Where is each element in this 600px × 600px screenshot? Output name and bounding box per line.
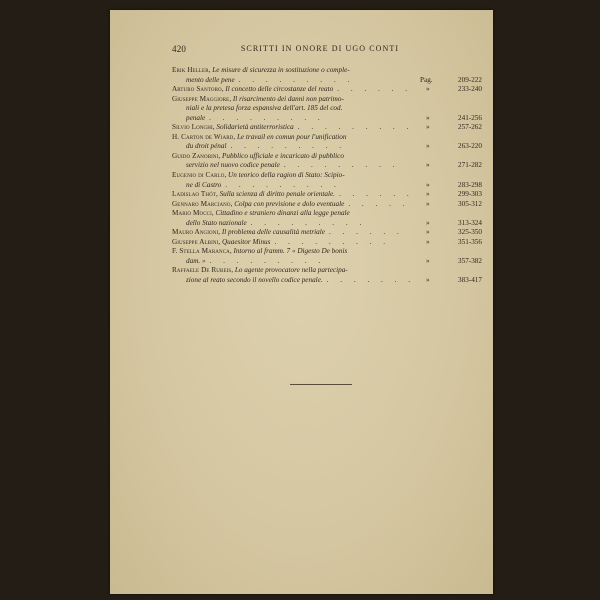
toc-entry — [172, 85, 482, 95]
author-name: F. Stella Maranca — [172, 247, 230, 256]
pag-label: Pag. — [420, 75, 433, 84]
page-numbers: 263-220 — [458, 142, 482, 151]
toc-line — [172, 114, 482, 124]
page-numbers: 305-312 — [458, 199, 482, 208]
page-numbers: 233-240 — [458, 85, 482, 94]
toc-line: H. Carton de Wiard, Le travail en comun pour l'unification — [172, 132, 347, 141]
page-range — [420, 228, 482, 238]
toc-entry — [172, 200, 482, 210]
work-title: Il risarcimento dei danni non patrimo- — [232, 94, 344, 103]
author-name: Giuseppe Albini — [172, 237, 219, 246]
work-title: Il problema delle causalità metriale — [221, 228, 325, 237]
page-range — [420, 238, 482, 248]
page-range — [420, 190, 482, 200]
work-title: ne di Castro — [186, 180, 222, 189]
leader-dots: . . . . . . — [328, 228, 404, 237]
toc-entry — [172, 266, 482, 285]
toc-line: Raffaele De Rubeis, Lo agente provocatore nella partecipa- — [172, 266, 348, 275]
ditto-mark: » — [426, 199, 430, 208]
toc-line — [172, 276, 482, 286]
author-name: Ladislao Thót — [172, 190, 216, 199]
toc-line: Arturo Santoro, Il concetto delle circostanze del reato . . . . . . » 233-240 — [172, 85, 482, 94]
leader-dots: . . . . . . . . . — [274, 237, 390, 246]
ditto-mark: » — [426, 180, 430, 189]
ditto-mark: » — [426, 113, 430, 122]
work-title: Le travail en comun pour l'unification — [236, 132, 347, 141]
page-range — [420, 142, 482, 152]
page-numbers: 313-324 — [458, 218, 482, 227]
author-name: Arturo Santoro — [172, 85, 222, 94]
toc-line — [172, 219, 482, 229]
leader-dots: . . . . . . . . . — [238, 75, 355, 84]
work-title: Intorno al framm. 7 « Digesto De bonis — [233, 247, 348, 256]
closing-rule — [290, 384, 352, 385]
author-name: Mauro Angioni — [172, 228, 219, 237]
page-numbers: 257-262 — [458, 123, 482, 132]
ditto-mark: » — [426, 190, 430, 199]
page-numbers: 357-382 — [458, 256, 482, 265]
leader-dots: . . . . . . . . . — [250, 218, 367, 227]
author-name: Erik Heller — [172, 66, 209, 74]
author-name: Mario Mocci — [172, 209, 212, 218]
work-title: du droit pénal — [186, 142, 227, 151]
toc-line: F. Stella Maranca, Intorno al framm. 7 « Digesto De bonis — [172, 247, 348, 256]
work-title: Lo agente provocatore nella partecipa- — [234, 266, 348, 275]
toc-line: Erik Heller, Le misure di sicurezza in sostituzione o comple- — [172, 66, 350, 74]
leader-dots: . . . . . . . . . — [225, 180, 341, 189]
ditto-mark: » — [426, 142, 430, 151]
page-range — [420, 161, 482, 171]
leader-dots: . . . . . — [348, 199, 410, 208]
toc-entry — [172, 123, 482, 133]
toc-entry — [172, 190, 482, 200]
page-numbers: 351-356 — [458, 237, 482, 246]
toc-entry — [172, 171, 482, 190]
toc-line: Silvio Longhi, Solidarietà antiterroristica . . . . . . . . . » 257-262 — [172, 123, 482, 132]
toc-line: Eugenio di Carlo, Un teorico della ragion di Stato: Scipio- — [172, 171, 345, 180]
toc-entry — [172, 238, 482, 248]
ditto-mark: » — [426, 218, 430, 227]
ditto-mark: » — [426, 228, 430, 237]
work-title: Solidarietà antiterroristica — [216, 123, 294, 132]
leader-dots: . . . . . . . . . — [230, 142, 347, 151]
ditto-mark: » — [426, 276, 430, 285]
table-of-contents — [172, 66, 482, 286]
work-title: servizio nel nuovo codice penale — [186, 161, 280, 170]
work-title: mento delle pene — [186, 75, 235, 84]
leader-dots: . . . . . . . . . — [297, 123, 414, 132]
book-page — [110, 10, 493, 594]
page-numbers: 325-350 — [458, 228, 482, 237]
page-range — [420, 114, 482, 124]
toc-line — [172, 161, 482, 171]
work-title: Colpa con previsione e dolo eventuale — [234, 199, 345, 208]
author-name: Guido Zanobini — [172, 151, 219, 160]
toc-entry — [172, 228, 482, 238]
page-numbers: 209-222 — [458, 75, 482, 84]
toc-entry — [172, 247, 482, 266]
toc-line — [172, 257, 482, 267]
toc-line — [172, 181, 482, 191]
toc-line: Gennaro Marciano, Colpa con previsione e dolo eventuale . . . . . » 305-312 — [172, 199, 482, 208]
page-range — [420, 276, 482, 286]
work-title: penale — [186, 113, 206, 122]
toc-line: Mario Mocci, Cittadino e straniero dinanzi alla legge penale — [172, 209, 350, 218]
toc-entry — [172, 152, 482, 171]
page-range — [420, 257, 482, 267]
work-title: Sulla scienza di diritto penale orientale. — [219, 190, 335, 199]
page-range — [420, 76, 482, 86]
toc-entry — [172, 66, 482, 85]
page-numbers: 299-303 — [458, 190, 482, 199]
toc-line: Giuseppe Albini, Quaesitor Minus . . . . . . . . . » 351-356 — [172, 237, 482, 246]
toc-line: Giuseppe Maggiore, Il risarcimento dei danni non patrimo- — [172, 94, 344, 103]
work-title: Quaesitor Minus — [221, 237, 271, 246]
toc-line — [172, 104, 482, 114]
page-range — [420, 219, 482, 229]
toc-line — [172, 76, 482, 86]
toc-line: Ladislao Thót, Sulla scienza di diritto penale orientale. . . . . . . » 299-303 — [172, 190, 482, 199]
work-title: dam. » — [186, 256, 206, 265]
page-range — [420, 181, 482, 191]
work-title: Le misure di sicurezza in sostituzione o comple- — [212, 66, 350, 74]
work-title: Un teorico della ragion di Stato: Scipio- — [228, 171, 345, 180]
ditto-mark: » — [426, 123, 430, 132]
ditto-mark: » — [426, 256, 430, 265]
work-title: zione al reato secondo il novello codice penale. — [186, 276, 323, 285]
leader-dots: . . . . . . . . . — [283, 161, 400, 170]
work-title: dello Stato nazionale — [186, 218, 247, 227]
page-number: 420 — [172, 44, 187, 54]
page-range — [420, 200, 482, 210]
work-title: niali e la pretesa forza espansiva dell'art. 185 del cod. — [186, 104, 343, 113]
toc-line: Guido Zanobini, Pubblico ufficiale e incaricato di pubblico — [172, 151, 344, 160]
toc-entry — [172, 209, 482, 228]
leader-dots: . . . . . . — [337, 85, 412, 94]
running-head — [172, 44, 460, 58]
ditto-mark: » — [426, 161, 430, 170]
toc-line: Mauro Angioni, Il problema delle causalità metriale . . . . . . » 325-350 — [172, 228, 482, 237]
ditto-mark: » — [426, 237, 430, 246]
leader-dots: . . . . . . . . . — [209, 256, 326, 265]
author-name: Raffaele De Rubeis — [172, 266, 232, 275]
page-numbers: 241-256 — [458, 113, 482, 122]
book-title: SCRITTI IN ONORE DI UGO CONTI — [240, 44, 400, 53]
leader-dots: . . . . . . . . . — [209, 113, 325, 122]
page-range — [420, 85, 482, 95]
author-name: Silvio Longhi — [172, 123, 213, 132]
work-title: Il concetto delle circostanze del reato — [225, 85, 334, 94]
leader-dots: . . . . . . — [338, 190, 414, 199]
toc-entry — [172, 95, 482, 124]
page-range — [420, 123, 482, 133]
work-title: Cittadino e straniero dinanzi alla legge penale — [215, 209, 350, 218]
work-title: Pubblico ufficiale e incaricato di pubblico — [221, 151, 344, 160]
page-numbers: 383-417 — [458, 276, 482, 285]
author-name: Eugenio di Carlo — [172, 171, 225, 180]
author-name: Giuseppe Maggiore — [172, 94, 230, 103]
author-name: H. Carton de Wiard — [172, 132, 234, 141]
author-name: Gennaro Marciano — [172, 199, 231, 208]
leader-dots: . . . . . . . — [326, 276, 416, 285]
toc-entry — [172, 133, 482, 152]
toc-line — [172, 142, 482, 152]
page-numbers: 271-282 — [458, 161, 482, 170]
page-numbers: 283-298 — [458, 180, 482, 189]
ditto-mark: » — [426, 85, 430, 94]
